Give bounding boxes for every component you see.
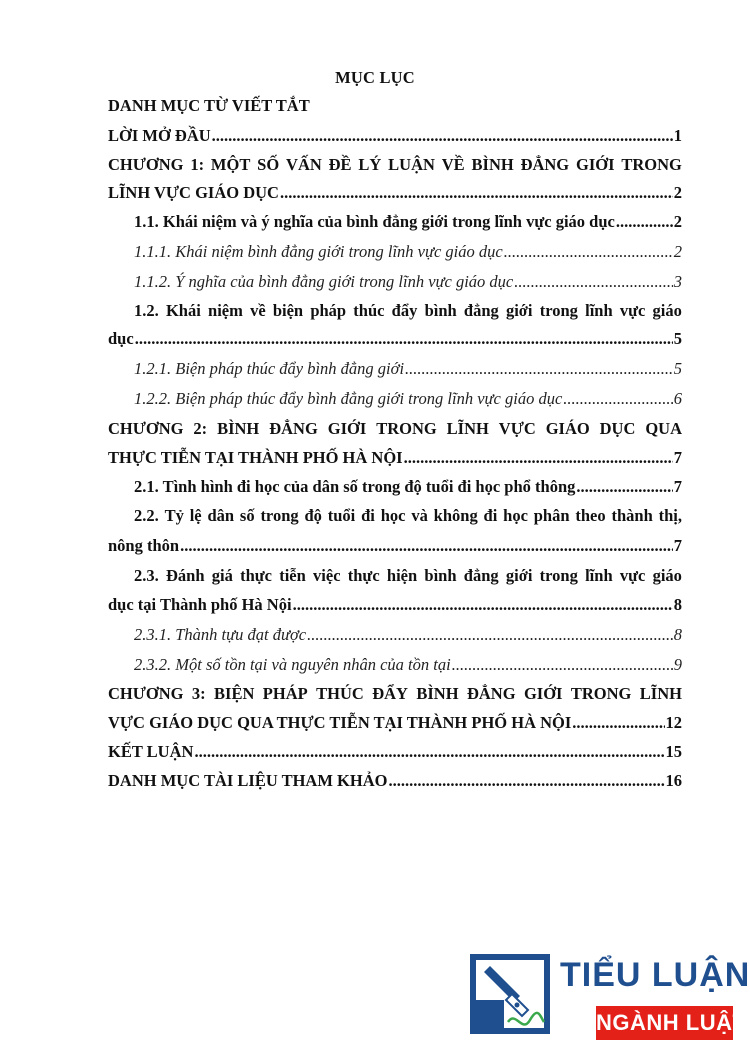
- toc-entry-text: CHƯƠNG 2: BÌNH ĐẲNG GIỚI TRONG LĨNH VỰC GIÁO DỤC QUA: [108, 419, 682, 438]
- toc-entry-text: 1.2. Khái niệm về biện pháp thúc đẩy bình đẳng giới trong lĩnh vực giáo: [134, 301, 682, 320]
- toc-entry-1-1-1[interactable]: [134, 242, 682, 262]
- toc-page-number: 5: [673, 329, 682, 348]
- toc-entry-text: 1.1.2. Ý nghĩa của bình đẳng giới trong lĩnh vực giáo dục: [134, 272, 514, 291]
- toc-entry-2-2-cont[interactable]: [108, 536, 682, 556]
- toc-page-number: 6: [673, 389, 682, 408]
- page-title: MỤC LỤC: [335, 68, 415, 87]
- toc-entry-1-2-1[interactable]: [134, 359, 682, 379]
- toc-entry-chapter-1[interactable]: [108, 155, 682, 175]
- toc-page-number: 12: [665, 713, 682, 732]
- toc-entry-1-1[interactable]: [134, 212, 682, 232]
- toc-entry-1-2-cont[interactable]: [108, 329, 682, 349]
- toc-entry-text: 2.1. Tình hình đi học của dân số trong độ tuổi đi học phổ thông: [134, 477, 576, 496]
- toc-entry-text: 2.3. Đánh giá thực tiễn việc thực hiện bình đẳng giới trong lĩnh vực giáo: [134, 566, 682, 585]
- dot-leader: [307, 625, 673, 645]
- toc-page-number: 7: [673, 477, 682, 496]
- toc-entry-text-cont: VỰC GIÁO DỤC QUA THỰC TIỄN TẠI THÀNH PHỐ HÀ NỘI: [108, 713, 572, 732]
- toc-entry-introduction[interactable]: [108, 126, 682, 146]
- dot-leader: [563, 389, 672, 409]
- dot-leader: [572, 713, 664, 733]
- dot-leader: [293, 595, 673, 615]
- toc-page-number: 7: [673, 536, 682, 555]
- brand-logo: [468, 952, 750, 1048]
- toc-entry-text-cont: dục: [108, 329, 134, 348]
- dot-leader: [576, 477, 672, 497]
- toc-entry-references[interactable]: [108, 771, 682, 791]
- toc-entry-text-cont: THỰC TIỄN TẠI THÀNH PHỐ HÀ NỘI: [108, 448, 403, 467]
- logo-text-bottom: NGÀNH LUẬT: [596, 1006, 733, 1040]
- toc-entry-text-cont: dục tại Thành phố Hà Nội: [108, 595, 292, 614]
- toc-entry-conclusion[interactable]: [108, 742, 682, 762]
- toc-entry-2-1[interactable]: [134, 477, 682, 497]
- toc-entry-text: 1.1.1. Khái niệm bình đẳng giới trong lĩnh vực giáo dục: [134, 242, 503, 261]
- toc-entry-2-3[interactable]: [134, 566, 682, 586]
- toc-entry-text: 2.3.1. Thành tựu đạt được: [134, 625, 307, 644]
- dot-leader: [616, 212, 673, 232]
- toc-entry-2-3-2[interactable]: [134, 655, 682, 675]
- toc-entry-text: 1.1. Khái niệm và ý nghĩa của bình đẳng giới trong lĩnh vực giáo dục: [134, 212, 615, 231]
- toc-entry-text: DANH MỤC TỪ VIẾT TẮT: [108, 96, 310, 115]
- toc-page-number: 2: [673, 242, 682, 261]
- toc-entry-1-1-2[interactable]: [134, 272, 682, 292]
- toc-page-number: 9: [673, 655, 682, 674]
- pen-nib-icon: [468, 952, 552, 1036]
- dot-leader: [504, 242, 673, 262]
- dot-leader: [194, 742, 664, 762]
- dot-leader: [388, 771, 664, 791]
- toc-entry-text: 2.2. Tỷ lệ dân số trong độ tuổi đi học và không đi học phân theo thành thị,: [134, 506, 682, 525]
- toc-page-number: 16: [665, 771, 682, 790]
- toc-entry-text: 1.2.1. Biện pháp thúc đẩy bình đẳng giới: [134, 359, 405, 378]
- toc-entry-text: 2.3.2. Một số tồn tại và nguyên nhân của tồn tại: [134, 655, 451, 674]
- toc-entry-chapter-2-cont[interactable]: [108, 448, 682, 468]
- dot-leader: [180, 536, 673, 556]
- dot-leader: [514, 272, 672, 292]
- toc-entry-1-2-2[interactable]: [134, 389, 682, 409]
- toc-entry-chapter-3-cont[interactable]: [108, 713, 682, 733]
- toc-page-number: 5: [673, 359, 682, 378]
- toc-entry-text: LỜI MỞ ĐẦU: [108, 126, 211, 145]
- toc-entry-2-3-cont[interactable]: [108, 595, 682, 615]
- toc-entry-text: CHƯƠNG 1: MỘT SỐ VẤN ĐỀ LÝ LUẬN VỀ BÌNH ĐẲNG GIỚI TRONG: [108, 155, 682, 174]
- dot-leader: [135, 329, 673, 349]
- dot-leader: [452, 655, 673, 675]
- toc-page-number: 1: [673, 126, 682, 145]
- dot-leader: [280, 183, 673, 203]
- toc-page-number: 8: [673, 625, 682, 644]
- toc-page-number: 3: [673, 272, 682, 291]
- toc-entry-chapter-2[interactable]: [108, 419, 682, 439]
- toc-page-number: 8: [673, 595, 682, 614]
- toc-entry-abbreviations[interactable]: [108, 96, 310, 116]
- dot-leader: [405, 359, 673, 379]
- toc-entry-1-2[interactable]: [134, 301, 682, 321]
- toc-entry-chapter-3[interactable]: [108, 684, 682, 704]
- toc-page-number: 2: [673, 183, 682, 202]
- toc-page-number: 15: [665, 742, 682, 761]
- toc-page-number: 7: [673, 448, 682, 467]
- toc-entry-text: DANH MỤC TÀI LIỆU THAM KHẢO: [108, 771, 388, 790]
- toc-entry-2-3-1[interactable]: [134, 625, 682, 645]
- dot-leader: [212, 126, 673, 146]
- toc-entry-text: KẾT LUẬN: [108, 742, 194, 761]
- logo-text-top: TIỂU LUẬN: [560, 956, 750, 994]
- toc-entry-text: CHƯƠNG 3: BIỆN PHÁP THÚC ĐẨY BÌNH ĐẲNG GIỚI TRONG LĨNH: [108, 684, 682, 703]
- toc-entry-text-cont: LĨNH VỰC GIÁO DỤC: [108, 183, 279, 202]
- toc-entry-text-cont: nông thôn: [108, 536, 180, 555]
- dot-leader: [404, 448, 673, 468]
- toc-entry-2-2[interactable]: [134, 506, 682, 526]
- toc-entry-text: 1.2.2. Biện pháp thúc đẩy bình đẳng giới trong lĩnh vực giáo dục: [134, 389, 563, 408]
- toc-entry-chapter-1-cont[interactable]: [108, 183, 682, 203]
- toc-page-number: 2: [673, 212, 682, 231]
